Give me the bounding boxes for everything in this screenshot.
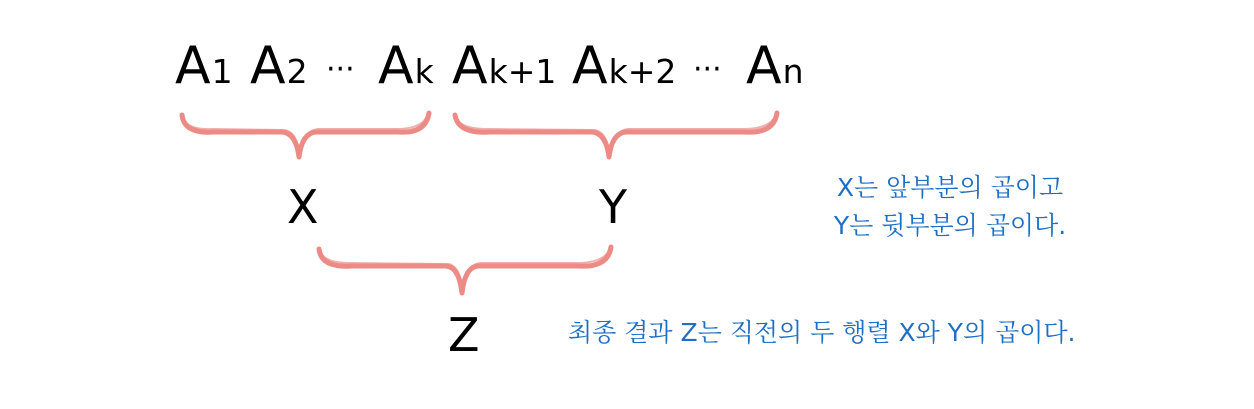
brace-right-group: [455, 113, 777, 157]
note-final: 최종 결과 Z는 직전의 두 행렬 X와 Y의 곱이다.: [568, 318, 1076, 347]
term-an-subscript: n: [782, 52, 804, 91]
brace-left-group: [182, 113, 429, 157]
term-ak-subscript: k: [414, 52, 434, 91]
term-an-base: A: [746, 36, 782, 96]
brace-bottom-group: [319, 247, 611, 293]
product-y-label: Y: [599, 180, 628, 234]
term-a2-subscript: 2: [286, 52, 308, 91]
term-ak-base: A: [378, 36, 414, 96]
term-ak1-base: A: [452, 36, 488, 96]
term-ak1-subscript: k+1: [488, 52, 557, 91]
term-a1-base: A: [175, 36, 211, 96]
product-z-label: Z: [448, 308, 480, 362]
term-a2-base: A: [250, 36, 286, 96]
ellipsis-right: ···: [693, 52, 722, 87]
note-xy: [790, 169, 1110, 245]
ellipsis-left: ···: [326, 52, 355, 87]
note-y-line: Y는 뒷부분의 곱이다.: [833, 211, 1067, 240]
term-ak2-base: A: [572, 36, 608, 96]
term-a1-subscript: 1: [211, 52, 233, 91]
term-ak2-subscript: k+2: [608, 52, 677, 91]
brace-bottom: [319, 247, 611, 293]
note-x-line: X는 앞부분의 곱이고: [836, 173, 1064, 202]
product-x-label: X: [287, 180, 319, 234]
